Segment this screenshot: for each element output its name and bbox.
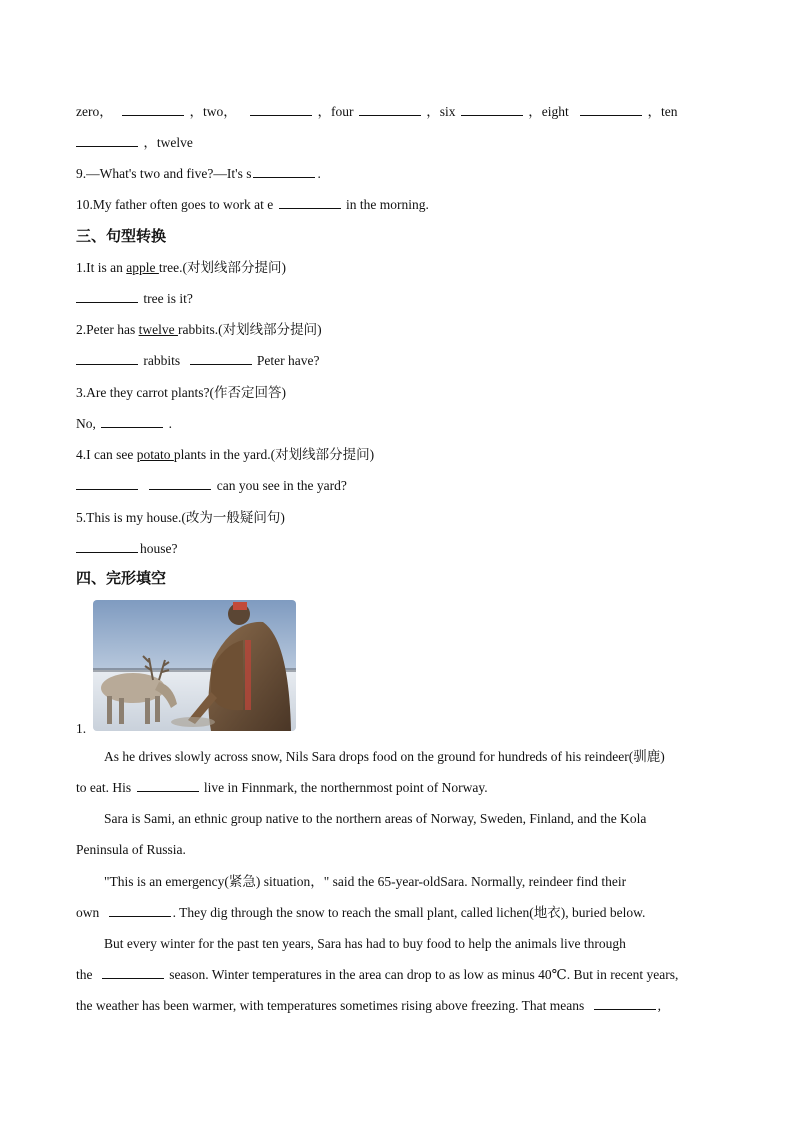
blank[interactable] xyxy=(137,779,199,792)
passage-text: the xyxy=(76,967,93,982)
passage-text: live in Finnmark, the northernmost point of Norway. xyxy=(203,780,488,795)
blank[interactable] xyxy=(580,103,642,116)
passage-line xyxy=(76,966,678,984)
blank[interactable] xyxy=(101,415,163,428)
underlined-word: apple xyxy=(126,260,159,275)
s3-question-3: 3.Are they carrot plants?(作否定回答) xyxy=(76,385,286,400)
s3-question-5: 5.This is my house.(改为一般疑问句) xyxy=(76,510,285,525)
blank[interactable] xyxy=(594,997,656,1010)
answer-text: Peter have? xyxy=(256,353,320,368)
question-text: 9.—What's two and five?—It's s xyxy=(76,166,252,181)
passage-line: Peninsula of Russia. xyxy=(76,842,186,857)
cloze-item-number: 1. xyxy=(76,721,87,736)
blank[interactable] xyxy=(102,966,164,979)
s3-answer-2 xyxy=(76,352,319,370)
blank[interactable] xyxy=(461,103,523,116)
number-sequence-line xyxy=(76,103,678,121)
question-text: 10.My father often goes to work at e xyxy=(76,197,274,212)
passage-line xyxy=(76,997,661,1015)
s3-answer-5 xyxy=(76,540,178,558)
word-twelve: ，twelve xyxy=(143,135,193,150)
word-two: ，two， xyxy=(189,104,237,119)
passage-text: to eat. His xyxy=(76,780,132,795)
blank[interactable] xyxy=(109,904,171,917)
question-text: . xyxy=(317,166,321,181)
answer-text: No, xyxy=(76,416,96,431)
blank[interactable] xyxy=(122,103,184,116)
blank[interactable] xyxy=(253,165,315,178)
passage-line xyxy=(76,779,488,797)
answer-text: . xyxy=(168,416,172,431)
passage-line: "This is an emergency(紧急) situation，" said the 65-year-oldSara. Normally, reindeer find their xyxy=(104,874,627,889)
s3-answer-4 xyxy=(76,477,347,495)
s3-question-2 xyxy=(76,321,322,339)
word-four: ，four xyxy=(317,104,354,119)
question-text: 1.It is an xyxy=(76,260,127,275)
word-six: ，six xyxy=(426,104,456,119)
reindeer-herder-photo xyxy=(93,600,296,731)
blank[interactable] xyxy=(76,290,138,303)
underlined-word: twelve xyxy=(138,322,178,337)
question-text: in the morning. xyxy=(345,197,429,212)
passage-text: , xyxy=(657,998,662,1013)
blank[interactable] xyxy=(149,477,211,490)
question-text: plants in the yard.(对划线部分提问) xyxy=(173,447,375,462)
blank[interactable] xyxy=(76,540,138,553)
question-text: 4.I can see xyxy=(76,447,137,462)
answer-text: can you see in the yard? xyxy=(216,478,347,493)
s3-answer-3 xyxy=(76,415,172,433)
blank[interactable] xyxy=(250,103,312,116)
blank[interactable] xyxy=(76,352,138,365)
number-sequence-line-2 xyxy=(76,134,193,152)
question-9 xyxy=(76,165,321,183)
word-ten: ，ten xyxy=(647,104,678,119)
question-10 xyxy=(76,196,429,214)
answer-text: house? xyxy=(140,541,178,556)
blank[interactable] xyxy=(279,196,341,209)
answer-text: tree is it? xyxy=(143,291,193,306)
passage-text: season. Winter temperatures in the area can drop to as low as minus 40℃. But in recent years, xyxy=(169,967,679,982)
question-text: tree.(对划线部分提问) xyxy=(158,260,286,275)
blank[interactable] xyxy=(76,477,138,490)
passage-line: Sara is Sami, an ethnic group native to the northern areas of Norway, Sweden, Finland, and the Kola xyxy=(104,811,647,826)
word-zero: zero， xyxy=(76,104,113,119)
section-4-title: 四、完形填空 xyxy=(76,569,167,587)
underlined-word: potato xyxy=(136,447,174,462)
question-text: rabbits.(对划线部分提问) xyxy=(177,322,322,337)
passage-line: But every winter for the past ten years, Sara has had to buy food to help the animals live through xyxy=(104,936,626,951)
passage-line xyxy=(76,904,645,922)
passage-text: the weather has been warmer, with temperatures sometimes rising above freezing. That means xyxy=(76,998,585,1013)
blank[interactable] xyxy=(190,352,252,365)
passage-text: . They dig through the snow to reach the small plant, called lichen(地衣), buried below. xyxy=(172,905,646,920)
section-3-title: 三、句型转换 xyxy=(76,227,167,245)
reindeer-photo-illustration xyxy=(93,600,296,731)
question-text: 2.Peter has xyxy=(76,322,139,337)
s3-answer-1 xyxy=(76,290,193,308)
blank[interactable] xyxy=(76,134,138,147)
passage-line: As he drives slowly across snow, Nils Sara drops food on the ground for hundreds of his reindeer(驯鹿) xyxy=(104,749,665,764)
passage-text: own xyxy=(76,905,100,920)
answer-text: rabbits xyxy=(143,353,181,368)
word-eight: ，eight xyxy=(528,104,569,119)
s3-question-4 xyxy=(76,446,374,464)
s3-question-1 xyxy=(76,259,286,277)
blank[interactable] xyxy=(359,103,421,116)
